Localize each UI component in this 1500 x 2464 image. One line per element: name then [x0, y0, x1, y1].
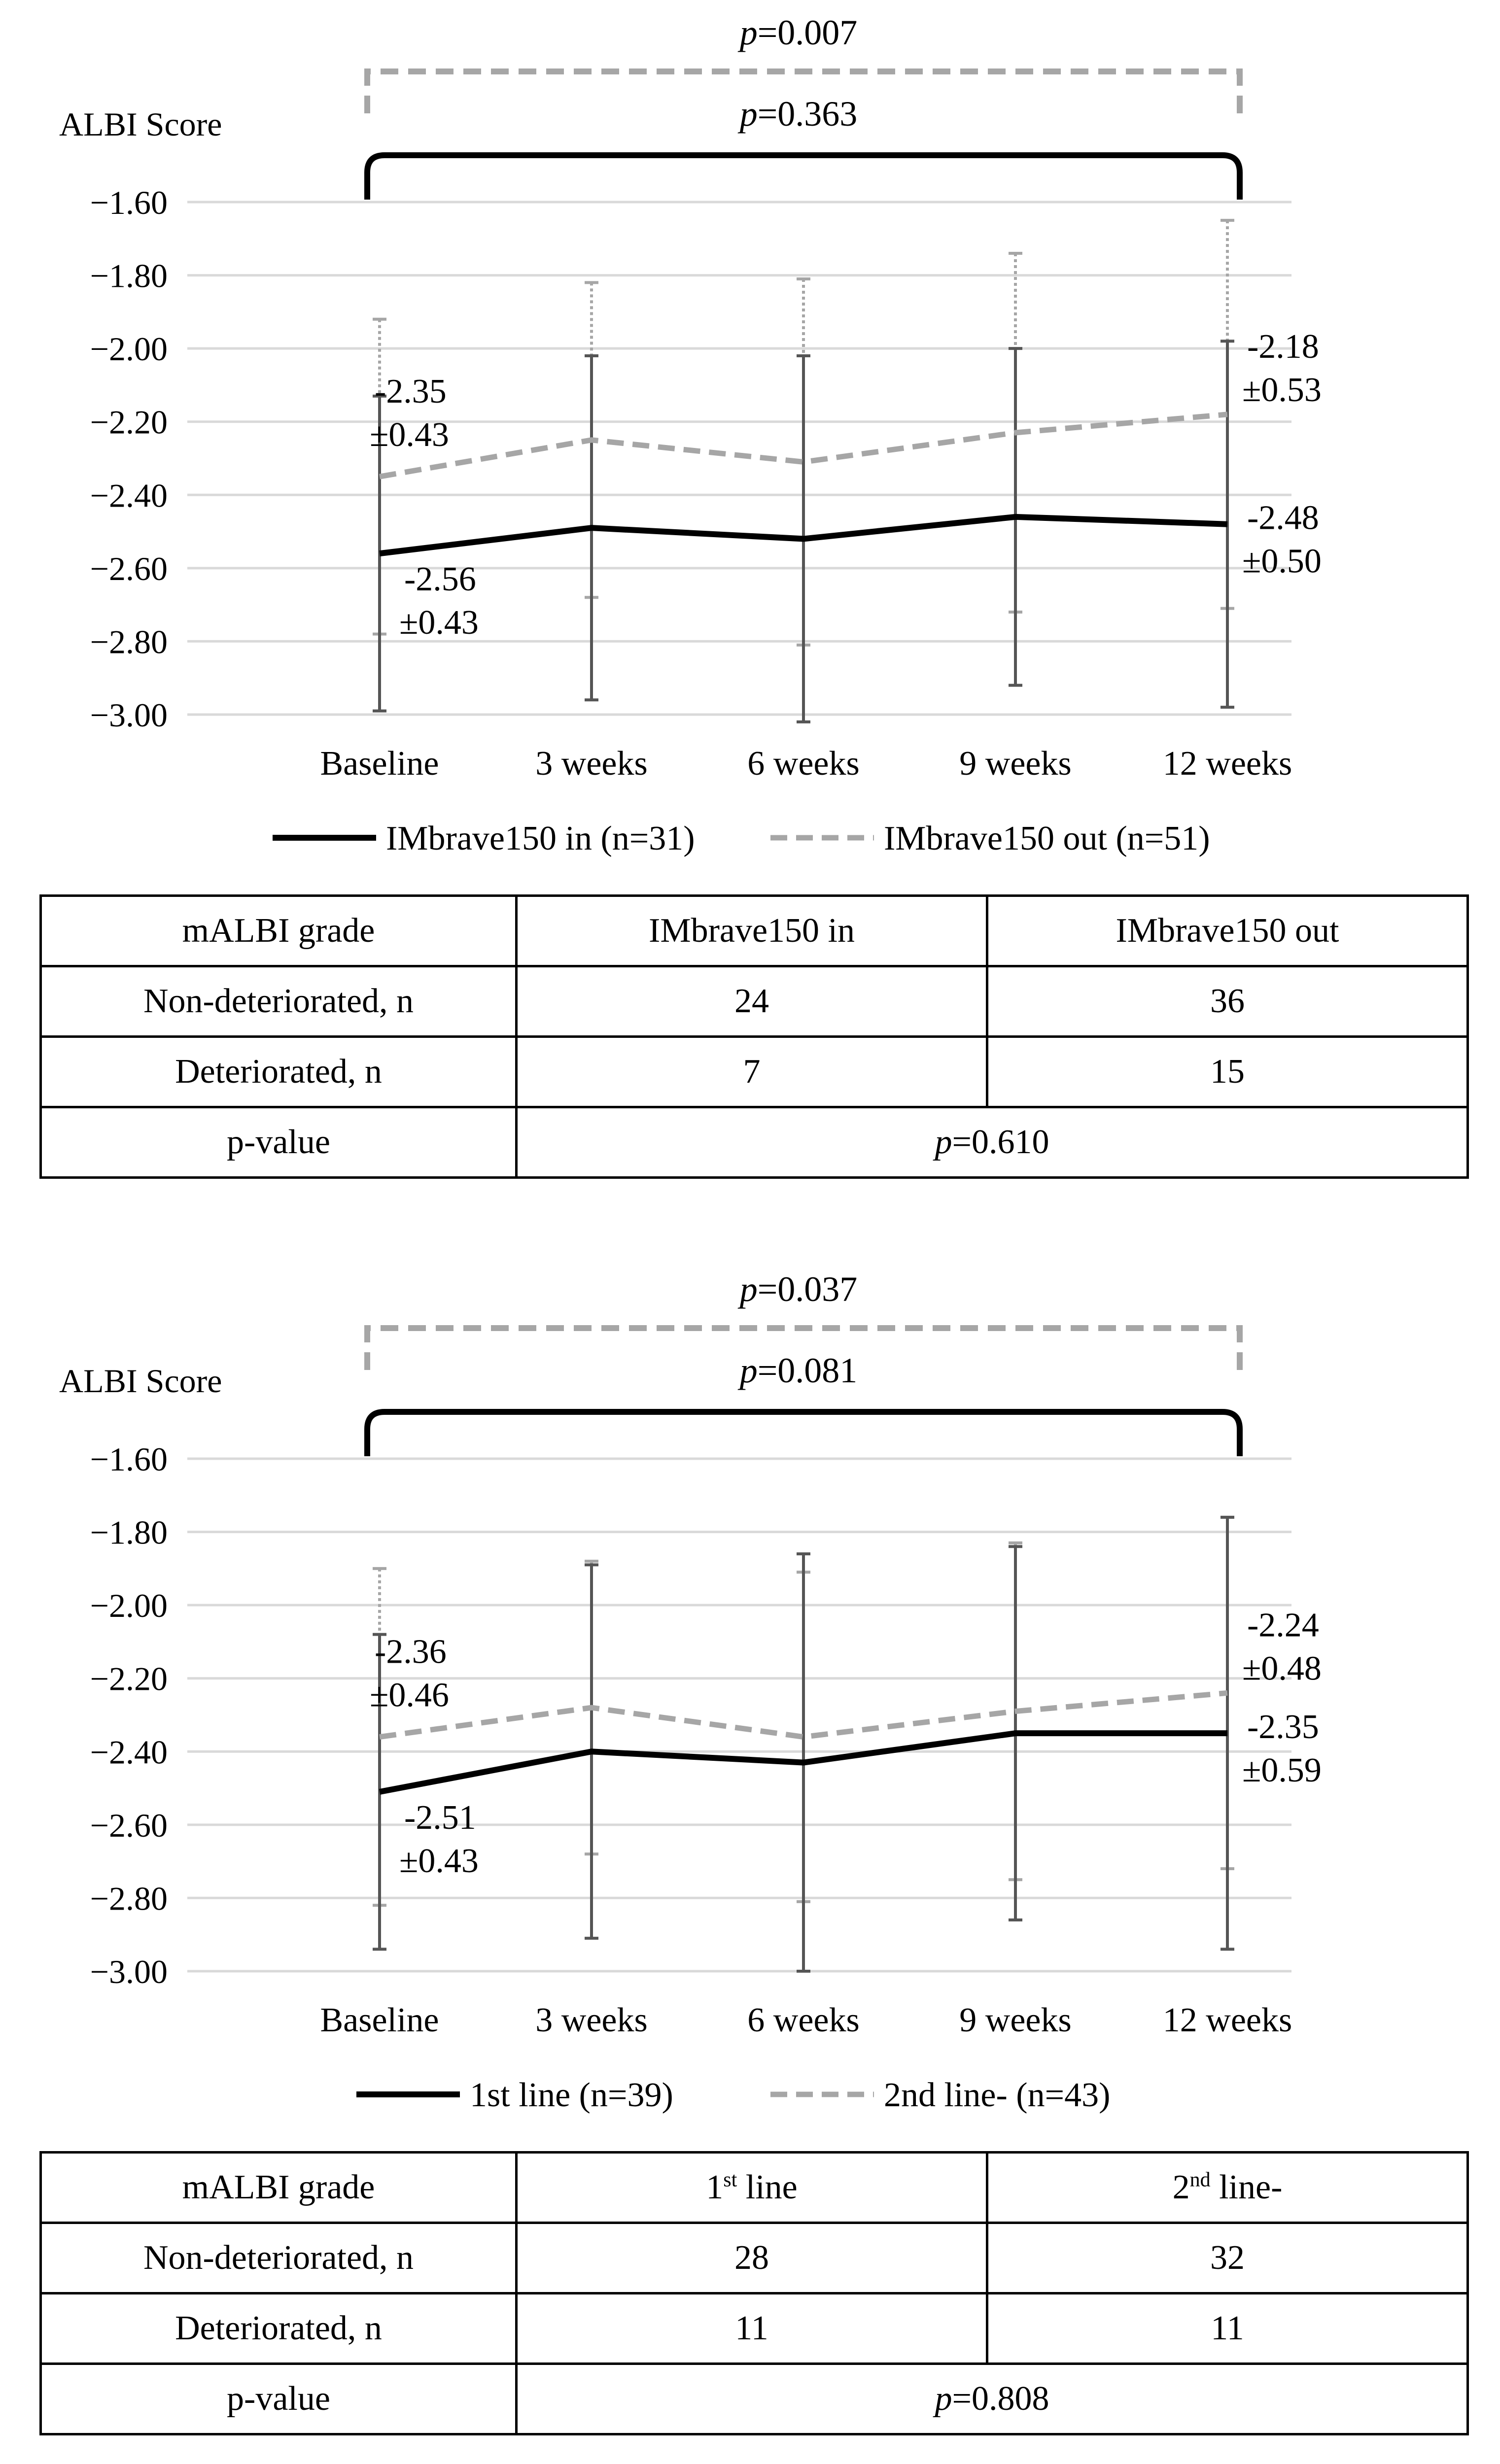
albi-line-chart-line-of-therapy [0, 1257, 1500, 2144]
table-row [41, 2223, 1468, 2293]
table-cell: 28 [517, 2223, 987, 2293]
y-tick-label: −1.60 [90, 1440, 168, 1478]
value-label: ±0.43 [399, 1842, 479, 1880]
y-tick-label: −3.00 [90, 1953, 168, 1990]
y-tick-label: −2.60 [90, 1806, 168, 1844]
y-tick-label: −2.40 [90, 1733, 168, 1771]
header-sup: st [723, 2168, 737, 2191]
bracket-p-value-solid: p=0.081 [739, 1351, 858, 1390]
value-label: -2.18 [1247, 327, 1319, 366]
value-label: ±0.48 [1242, 1649, 1322, 1688]
header-num: 2 [1172, 2168, 1190, 2206]
header-cell [517, 2153, 987, 2223]
value-label: ±0.59 [1242, 1751, 1322, 1790]
albi-line-chart-imbrave [0, 0, 1500, 887]
x-tick-label: 12 weeks [1162, 2001, 1292, 2039]
p-value-cell [517, 1107, 1468, 1178]
table-row [41, 1107, 1468, 1178]
table-row [41, 2364, 1468, 2434]
malbi-table-line-of-therapy [39, 2151, 1469, 2435]
y-tick-label: −1.80 [90, 1513, 168, 1551]
table-cell: 7 [517, 1037, 987, 1107]
bracket-solid [367, 1412, 1240, 1456]
row-label: p-value [41, 2364, 517, 2434]
p-value-number: =0.610 [952, 1123, 1049, 1161]
y-tick-label: −1.60 [90, 184, 168, 221]
y-tick-label: −3.00 [90, 696, 168, 734]
value-label: ±0.43 [399, 604, 479, 642]
x-tick-label: 6 weeks [747, 745, 860, 783]
x-tick-label: 6 weeks [747, 2001, 860, 2039]
y-tick-label: −2.20 [90, 1660, 168, 1698]
value-label: -2.56 [404, 560, 476, 599]
bracket-solid [367, 155, 1240, 200]
y-tick-label: −2.20 [90, 403, 168, 441]
y-tick-label: −2.80 [90, 1880, 168, 1917]
row-label: Non-deteriorated, n [41, 966, 517, 1037]
value-label: ±0.53 [1242, 371, 1322, 409]
x-tick-label: 3 weeks [535, 745, 648, 783]
table-row [41, 1037, 1468, 1107]
p-value-number: =0.808 [952, 2380, 1049, 2418]
value-label: ±0.50 [1242, 542, 1322, 581]
row-label: p-value [41, 1107, 517, 1178]
table-header-row [41, 896, 1468, 966]
header-cell: IMbrave150 in [517, 896, 987, 966]
header-rest: line- [1210, 2168, 1283, 2206]
p-value-cell [517, 2364, 1468, 2434]
panel-imbrave [0, 0, 1500, 1222]
header-cell: mALBI grade [41, 2153, 517, 2223]
row-label: Deteriorated, n [41, 1037, 517, 1107]
legend-label: IMbrave150 out (n=51) [884, 820, 1210, 857]
value-label: -2.24 [1247, 1606, 1319, 1644]
y-tick-label: −2.00 [90, 1587, 168, 1625]
y-tick-label: −2.40 [90, 477, 168, 514]
y-tick-label: −2.80 [90, 623, 168, 661]
y-axis-label: ALBI Score [59, 1362, 222, 1400]
y-tick-label: −2.60 [90, 549, 168, 587]
malbi-table-imbrave [39, 894, 1469, 1179]
x-tick-label: Baseline [320, 2001, 439, 2039]
legend-label: 2nd line- (n=43) [884, 2076, 1111, 2114]
header-rest: line [737, 2168, 798, 2206]
table-cell: 11 [987, 2293, 1468, 2364]
y-tick-label: −1.80 [90, 257, 168, 295]
table-row [41, 2293, 1468, 2364]
value-label: -2.35 [375, 373, 447, 411]
row-label: Deteriorated, n [41, 2293, 517, 2364]
value-label: -2.36 [375, 1633, 447, 1671]
header-sup: nd [1189, 2168, 1211, 2191]
table-row [41, 966, 1468, 1037]
table-cell: 24 [517, 966, 987, 1037]
value-label: ±0.46 [370, 1676, 449, 1714]
bracket-p-value-solid: p=0.363 [739, 94, 858, 134]
header-cell: IMbrave150 out [987, 896, 1468, 966]
x-tick-label: Baseline [320, 745, 439, 783]
header-cell: mALBI grade [41, 896, 517, 966]
x-tick-label: 9 weeks [959, 2001, 1072, 2039]
x-tick-label: 9 weeks [959, 745, 1072, 783]
bracket-p-value-dashed: p=0.007 [739, 13, 858, 52]
value-label: ±0.43 [370, 416, 449, 454]
header-num: 1 [706, 2168, 724, 2206]
table-cell: 36 [987, 966, 1468, 1037]
value-label: -2.48 [1247, 499, 1319, 537]
table-cell: 11 [517, 2293, 987, 2364]
p-value-prefix: p [935, 1123, 952, 1161]
x-tick-label: 12 weeks [1162, 745, 1292, 783]
bracket-p-value-dashed: p=0.037 [739, 1269, 858, 1309]
p-value-prefix: p [935, 2380, 952, 2418]
panel-line-of-therapy [0, 1257, 1500, 2464]
row-label: Non-deteriorated, n [41, 2223, 517, 2293]
legend-label: IMbrave150 in (n=31) [386, 820, 695, 857]
value-label: -2.35 [1247, 1708, 1319, 1746]
x-tick-label: 3 weeks [535, 2001, 648, 2039]
table-cell: 32 [987, 2223, 1468, 2293]
legend-label: 1st line (n=39) [470, 2076, 673, 2114]
y-axis-label: ALBI Score [59, 105, 222, 143]
table-cell: 15 [987, 1037, 1468, 1107]
header-cell [987, 2153, 1468, 2223]
value-label: -2.51 [404, 1799, 476, 1837]
y-tick-label: −2.00 [90, 330, 168, 368]
table-header-row [41, 2153, 1468, 2223]
